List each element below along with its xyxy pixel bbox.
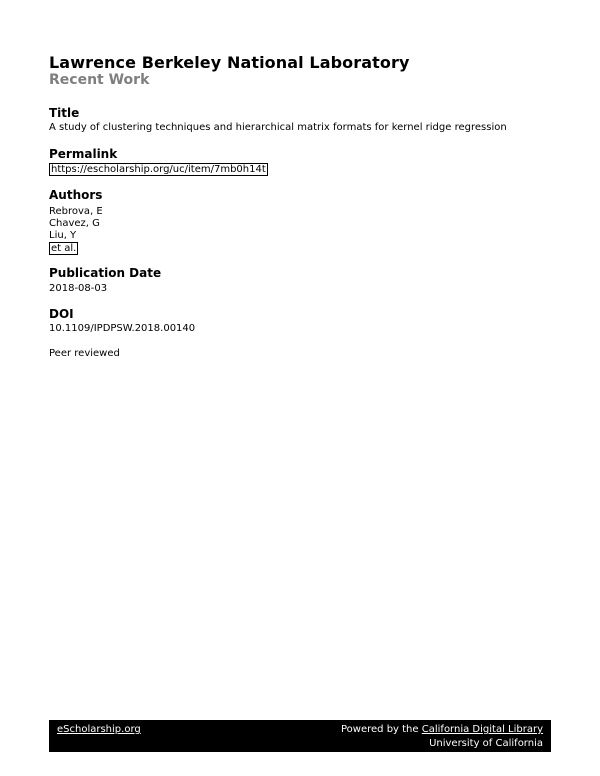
- permalink-label: Permalink: [49, 147, 118, 161]
- review-status: Peer reviewed: [49, 348, 120, 359]
- permalink-link[interactable]: https://escholarship.org/uc/item/7mb0h14t: [51, 164, 266, 175]
- escholarship-link[interactable]: eScholarship.org: [57, 724, 141, 735]
- more-authors-link[interactable]: et al.: [51, 243, 77, 254]
- footer-bar: [49, 720, 551, 752]
- author-item: Chavez, G: [49, 218, 100, 229]
- university-name: University of California: [429, 738, 543, 749]
- series-name: Recent Work: [49, 72, 150, 88]
- publication-date-value: 2018-08-03: [49, 283, 108, 294]
- title-value: A study of clustering techniques and hierarchical matrix formats for kernel ridge regression: [49, 122, 507, 133]
- powered-by-text: [341, 724, 543, 735]
- authors-label: Authors: [49, 188, 103, 202]
- powered-by-label: Powered by the: [341, 724, 419, 735]
- doi-label: DOI: [49, 307, 74, 321]
- authors-list: [49, 206, 103, 254]
- author-item: Rebrova, E: [49, 206, 103, 217]
- publication-date-label: Publication Date: [49, 266, 162, 280]
- title-label: Title: [49, 106, 80, 120]
- doi-value: 10.1109/IPDPSW.2018.00140: [49, 323, 196, 334]
- cdl-link[interactable]: California Digital Library: [421, 724, 543, 735]
- institution-name: Lawrence Berkeley National Laboratory: [49, 53, 410, 72]
- author-item: Liu, Y: [49, 230, 77, 241]
